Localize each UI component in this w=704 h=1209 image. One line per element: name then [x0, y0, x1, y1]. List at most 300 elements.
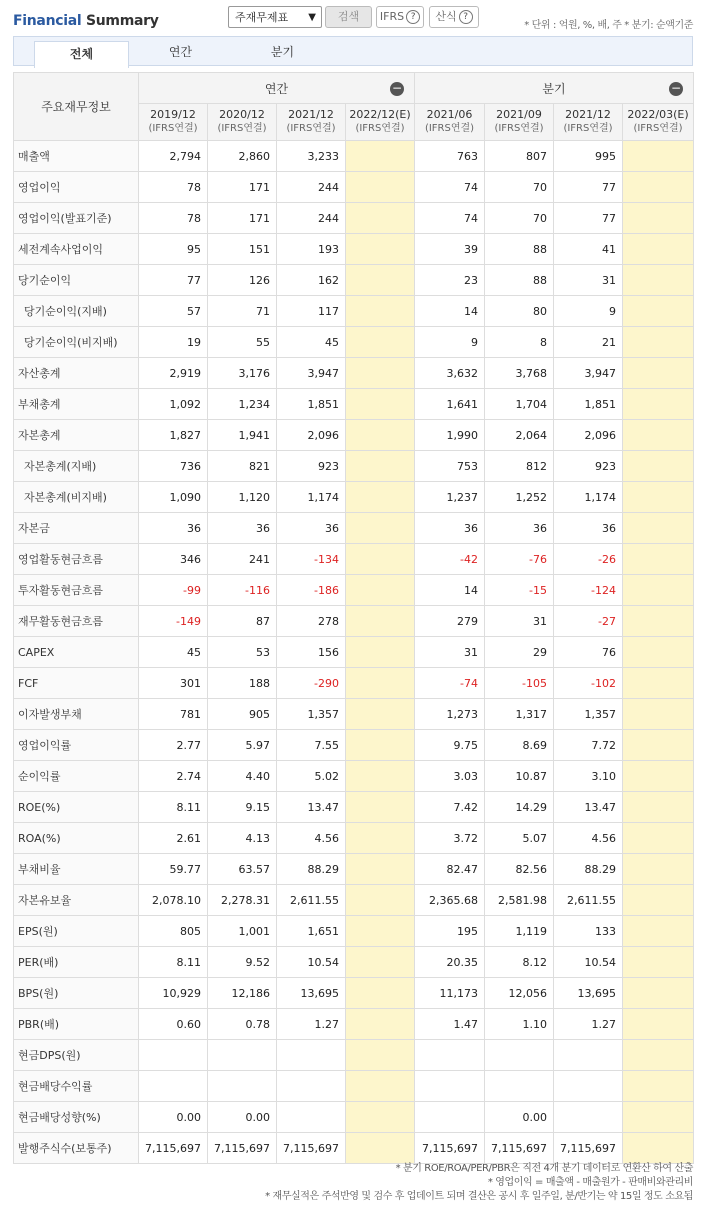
column-header: [415, 104, 485, 141]
table-cell: 805: [139, 916, 208, 947]
table-cell: 71: [208, 296, 277, 327]
table-cell: 36: [277, 513, 346, 544]
table-cell: 1.47: [415, 1009, 485, 1040]
table-cell: 2,365.68: [415, 885, 485, 916]
table-row: [14, 1071, 694, 1102]
help-icon: ?: [459, 10, 473, 24]
table-row: [14, 668, 694, 699]
column-period: 2021/12: [565, 108, 611, 121]
table-cell: 1,237: [415, 482, 485, 513]
table-cell: 1,990: [415, 420, 485, 451]
table-cell: 1,941: [208, 420, 277, 451]
table-cell: [623, 885, 694, 916]
table-cell: [208, 1040, 277, 1071]
row-label: 부채총계: [14, 389, 139, 420]
column-basis: (IFRS연결): [355, 123, 405, 134]
table-cell: [623, 1102, 694, 1133]
column-header: [139, 104, 208, 141]
table-cell: 11,173: [415, 978, 485, 1009]
row-label: 세전계속사업이익: [14, 234, 139, 265]
table-cell: 2,064: [485, 420, 554, 451]
tab-quarter[interactable]: 분기: [270, 45, 295, 59]
table-cell: 2,096: [277, 420, 346, 451]
table-cell: 1,704: [485, 389, 554, 420]
table-cell: [346, 730, 415, 761]
table-cell: [623, 420, 694, 451]
table-cell: [485, 1071, 554, 1102]
table-cell: [346, 1071, 415, 1102]
table-cell: 76: [554, 637, 623, 668]
table-row: [14, 203, 694, 234]
table-cell: 9: [415, 327, 485, 358]
row-label: 당기순이익(비지배): [14, 327, 139, 358]
table-cell: [623, 978, 694, 1009]
table-cell: 0.00: [139, 1102, 208, 1133]
table-cell: 4.40: [208, 761, 277, 792]
table-cell: 3.72: [415, 823, 485, 854]
row-label: 자산총계: [14, 358, 139, 389]
table-cell: 2,096: [554, 420, 623, 451]
table-cell: -27: [554, 606, 623, 637]
table-row: [14, 172, 694, 203]
table-cell: [623, 761, 694, 792]
table-row: [14, 1102, 694, 1133]
table-cell: 88.29: [554, 854, 623, 885]
table-cell: 1,357: [554, 699, 623, 730]
table-cell: 1,174: [277, 482, 346, 513]
table-cell: 133: [554, 916, 623, 947]
row-label: ROA(%): [14, 823, 139, 854]
table-cell: 59.77: [139, 854, 208, 885]
column-header: [208, 104, 277, 141]
table-cell: 31: [415, 637, 485, 668]
table-cell: [623, 606, 694, 637]
table-cell: 13.47: [554, 792, 623, 823]
table-row: [14, 482, 694, 513]
row-label: EPS(원): [14, 916, 139, 947]
table-cell: [346, 668, 415, 699]
table-cell: 8.11: [139, 792, 208, 823]
row-label: 영업이익(발표기준): [14, 203, 139, 234]
table-cell: 31: [554, 265, 623, 296]
column-basis: (IFRS연결): [633, 123, 683, 134]
row-label: 자본총계: [14, 420, 139, 451]
table-cell: 763: [415, 141, 485, 172]
table-cell: [346, 234, 415, 265]
table-cell: 301: [139, 668, 208, 699]
table-cell: [346, 203, 415, 234]
table-cell: [346, 761, 415, 792]
statement-type-select[interactable]: [228, 6, 322, 28]
table-cell: 12,056: [485, 978, 554, 1009]
table-cell: 7.72: [554, 730, 623, 761]
table-cell: [415, 1040, 485, 1071]
table-cell: 244: [277, 203, 346, 234]
table-cell: [623, 451, 694, 482]
period-tabs: [13, 36, 693, 66]
table-cell: 74: [415, 203, 485, 234]
table-cell: [554, 1102, 623, 1133]
table-cell: 14.29: [485, 792, 554, 823]
row-label: 이자발생부채: [14, 699, 139, 730]
table-cell: 0.00: [208, 1102, 277, 1133]
table-cell: -134: [277, 544, 346, 575]
table-row: [14, 234, 694, 265]
row-label: 당기순이익: [14, 265, 139, 296]
table-cell: -116: [208, 575, 277, 606]
table-row: [14, 513, 694, 544]
table-cell: 8: [485, 327, 554, 358]
table-cell: 1,851: [277, 389, 346, 420]
row-label: 재무활동현금흐름: [14, 606, 139, 637]
table-row: [14, 1133, 694, 1164]
table-cell: [623, 575, 694, 606]
table-cell: 36: [208, 513, 277, 544]
table-cell: [277, 1071, 346, 1102]
row-label: 당기순이익(지배): [14, 296, 139, 327]
table-cell: [346, 606, 415, 637]
table-cell: 70: [485, 172, 554, 203]
table-row: [14, 544, 694, 575]
table-cell: 9.15: [208, 792, 277, 823]
table-cell: 8.11: [139, 947, 208, 978]
table-cell: [346, 978, 415, 1009]
ifrs-help-button[interactable]: [376, 6, 424, 28]
table-cell: 45: [139, 637, 208, 668]
table-cell: [623, 792, 694, 823]
table-cell: 80: [485, 296, 554, 327]
table-cell: 346: [139, 544, 208, 575]
table-cell: -102: [554, 668, 623, 699]
table-cell: 1,119: [485, 916, 554, 947]
column-period: 2021/09: [496, 108, 542, 121]
table-cell: 126: [208, 265, 277, 296]
table-row: [14, 699, 694, 730]
table-cell: 45: [277, 327, 346, 358]
table-cell: 9.75: [415, 730, 485, 761]
collapse-annual-icon[interactable]: −: [391, 81, 403, 95]
table-cell: -105: [485, 668, 554, 699]
table-cell: 1,827: [139, 420, 208, 451]
table-cell: 905: [208, 699, 277, 730]
table-row: [14, 916, 694, 947]
table-cell: [346, 916, 415, 947]
table-cell: 70: [485, 203, 554, 234]
table-cell: [277, 1040, 346, 1071]
table-cell: [346, 296, 415, 327]
table-cell: 171: [208, 203, 277, 234]
table-cell: 95: [139, 234, 208, 265]
table-cell: 7,115,697: [485, 1133, 554, 1164]
column-basis: (IFRS연결): [286, 123, 336, 134]
table-cell: [346, 358, 415, 389]
table-cell: 923: [554, 451, 623, 482]
table-cell: 156: [277, 637, 346, 668]
table-cell: [623, 1040, 694, 1071]
table-row: [14, 451, 694, 482]
quarter-group-label: 분기: [542, 81, 566, 96]
table-cell: 13.47: [277, 792, 346, 823]
table-cell: [623, 1133, 694, 1164]
table-row: [14, 761, 694, 792]
table-cell: 2,078.10: [139, 885, 208, 916]
annual-group-label: 연간: [264, 81, 289, 96]
table-cell: -149: [139, 606, 208, 637]
table-cell: 2,611.55: [277, 885, 346, 916]
row-label: 자본총계(지배): [14, 451, 139, 482]
row-label: 순이익률: [14, 761, 139, 792]
table-cell: 78: [139, 203, 208, 234]
table-cell: [346, 513, 415, 544]
table-cell: 2.61: [139, 823, 208, 854]
table-cell: 82.47: [415, 854, 485, 885]
table-cell: 10,929: [139, 978, 208, 1009]
tab-annual[interactable]: 연간: [168, 45, 193, 59]
table-cell: 736: [139, 451, 208, 482]
table-cell: 241: [208, 544, 277, 575]
table-cell: 82.56: [485, 854, 554, 885]
table-cell: [623, 513, 694, 544]
table-cell: 3,768: [485, 358, 554, 389]
table-cell: 1,234: [208, 389, 277, 420]
table-cell: 7.55: [277, 730, 346, 761]
table-cell: 2.77: [139, 730, 208, 761]
table-cell: 2,919: [139, 358, 208, 389]
table-cell: 5.07: [485, 823, 554, 854]
annual-group-header: [139, 73, 415, 104]
column-header: [346, 104, 415, 141]
row-label: 발행주식수(보통주): [14, 1133, 139, 1164]
table-cell: 3,233: [277, 141, 346, 172]
table-cell: 1.10: [485, 1009, 554, 1040]
table-row: [14, 637, 694, 668]
table-cell: 1,317: [485, 699, 554, 730]
table-cell: 821: [208, 451, 277, 482]
table-cell: 10.54: [554, 947, 623, 978]
table-cell: [346, 854, 415, 885]
table-cell: [623, 637, 694, 668]
table-cell: 278: [277, 606, 346, 637]
table-cell: [346, 544, 415, 575]
table-cell: 7,115,697: [554, 1133, 623, 1164]
column-period: 2020/12: [219, 108, 265, 121]
column-header: [554, 104, 623, 141]
table-cell: 812: [485, 451, 554, 482]
table-cell: [346, 823, 415, 854]
table-cell: 3,947: [277, 358, 346, 389]
table-cell: 7,115,697: [415, 1133, 485, 1164]
table-row: [14, 978, 694, 1009]
tab-all[interactable]: 전체: [34, 41, 129, 68]
table-cell: 87: [208, 606, 277, 637]
table-cell: 7,115,697: [139, 1133, 208, 1164]
table-row: [14, 823, 694, 854]
financial-summary-table: [13, 72, 694, 1164]
table-cell: 3,947: [554, 358, 623, 389]
table-cell: [346, 482, 415, 513]
table-cell: 55: [208, 327, 277, 358]
table-row: [14, 141, 694, 172]
table-cell: 151: [208, 234, 277, 265]
table-cell: 3,176: [208, 358, 277, 389]
row-label: ROE(%): [14, 792, 139, 823]
table-cell: 12,186: [208, 978, 277, 1009]
table-cell: 781: [139, 699, 208, 730]
table-cell: 2,794: [139, 141, 208, 172]
row-label: 현금배당성향(%): [14, 1102, 139, 1133]
table-cell: [623, 916, 694, 947]
table-cell: 1,273: [415, 699, 485, 730]
page-title: [13, 13, 159, 29]
row-label: 영업활동현금흐름: [14, 544, 139, 575]
table-cell: [623, 141, 694, 172]
title-financial: Financial: [13, 13, 82, 29]
title-summary: Summary: [85, 13, 159, 29]
table-cell: 7,115,697: [208, 1133, 277, 1164]
table-cell: 77: [554, 203, 623, 234]
ifrs-label: IFRS: [379, 10, 405, 23]
table-cell: 23: [415, 265, 485, 296]
table-cell: 244: [277, 172, 346, 203]
table-cell: 279: [415, 606, 485, 637]
table-cell: 88.29: [277, 854, 346, 885]
table-cell: 7.42: [415, 792, 485, 823]
table-cell: 88: [485, 265, 554, 296]
table-cell: 1.27: [554, 1009, 623, 1040]
search-button[interactable]: 검색: [325, 6, 372, 28]
row-label: PBR(배): [14, 1009, 139, 1040]
table-row: [14, 730, 694, 761]
table-cell: [346, 1102, 415, 1133]
table-cell: 57: [139, 296, 208, 327]
table-cell: 188: [208, 668, 277, 699]
table-cell: 117: [277, 296, 346, 327]
table-row: [14, 606, 694, 637]
column-period: 2021/12: [288, 108, 334, 121]
column-basis: (IFRS연결): [563, 123, 613, 134]
table-cell: [623, 947, 694, 978]
table-cell: [623, 203, 694, 234]
table-cell: 36: [139, 513, 208, 544]
formula-label: 산식: [435, 10, 457, 23]
table-cell: [623, 668, 694, 699]
table-cell: 0.78: [208, 1009, 277, 1040]
table-row: [14, 1040, 694, 1071]
table-cell: -76: [485, 544, 554, 575]
help-icon: ?: [406, 10, 420, 24]
table-cell: [346, 885, 415, 916]
table-cell: 5.97: [208, 730, 277, 761]
table-row: [14, 885, 694, 916]
table-cell: 13,695: [554, 978, 623, 1009]
table-cell: [485, 1040, 554, 1071]
top-bar: [0, 0, 704, 36]
table-cell: [623, 327, 694, 358]
table-cell: [554, 1071, 623, 1102]
chevron-down-icon: ▼: [308, 12, 316, 23]
table-cell: 1,001: [208, 916, 277, 947]
table-cell: [623, 544, 694, 575]
table-cell: [623, 1071, 694, 1102]
table-cell: [623, 265, 694, 296]
table-cell: 3.03: [415, 761, 485, 792]
table-cell: 3.10: [554, 761, 623, 792]
table-cell: 0.00: [485, 1102, 554, 1133]
table-cell: 4.56: [554, 823, 623, 854]
table-cell: [346, 637, 415, 668]
table-cell: -26: [554, 544, 623, 575]
table-cell: 753: [415, 451, 485, 482]
table-cell: 1,120: [208, 482, 277, 513]
table-cell: 41: [554, 234, 623, 265]
row-label: 자본유보율: [14, 885, 139, 916]
column-basis: (IFRS연결): [494, 123, 544, 134]
column-period: 2022/03(E): [627, 108, 689, 121]
table-cell: [346, 792, 415, 823]
column-period: 2021/06: [426, 108, 473, 121]
footnote-3: * 재무실적은 주석반영 및 검수 후 업데이트 되며 결산은 공시 후 일주일, 분/반기는 약 15일 정도 소요됨: [265, 1191, 693, 1202]
table-cell: 5.02: [277, 761, 346, 792]
column-basis: (IFRS연결): [424, 123, 475, 134]
table-row: [14, 389, 694, 420]
table-cell: -124: [554, 575, 623, 606]
table-cell: -42: [415, 544, 485, 575]
row-label: 자본총계(비지배): [14, 482, 139, 513]
column-period: 2022/12(E): [349, 108, 411, 121]
table-row: [14, 575, 694, 606]
footnote-2: * 영업이익 = 매출액 - 매출원가 - 판매비와관리비: [487, 1177, 693, 1188]
table-cell: [139, 1040, 208, 1071]
table-cell: 3,632: [415, 358, 485, 389]
row-label: CAPEX: [14, 637, 139, 668]
table-cell: 10.87: [485, 761, 554, 792]
footnotes: [265, 1162, 693, 1204]
table-cell: 8.69: [485, 730, 554, 761]
table-row: [14, 265, 694, 296]
table-cell: [346, 389, 415, 420]
table-cell: 77: [139, 265, 208, 296]
row-label: 투자활동현금흐름: [14, 575, 139, 606]
table-cell: 162: [277, 265, 346, 296]
collapse-quarter-icon[interactable]: −: [670, 81, 682, 95]
table-cell: 36: [554, 513, 623, 544]
table-cell: [346, 451, 415, 482]
table-cell: [346, 265, 415, 296]
table-row: [14, 947, 694, 978]
table-cell: [623, 1009, 694, 1040]
row-label: BPS(원): [14, 978, 139, 1009]
table-cell: 63.57: [208, 854, 277, 885]
table-row: [14, 296, 694, 327]
row-label: FCF: [14, 668, 139, 699]
column-basis: (IFRS연결): [148, 123, 198, 134]
table-cell: -99: [139, 575, 208, 606]
unit-note: * 단위 : 억원, %, 배, 주 * 분기: 순액기준: [524, 20, 693, 31]
formula-help-button[interactable]: [429, 6, 479, 28]
table-cell: -290: [277, 668, 346, 699]
table-cell: 36: [415, 513, 485, 544]
table-cell: 195: [415, 916, 485, 947]
table-cell: 2,278.31: [208, 885, 277, 916]
table-cell: 4.56: [277, 823, 346, 854]
table-cell: [623, 482, 694, 513]
row-label: PER(배): [14, 947, 139, 978]
table-cell: [346, 1040, 415, 1071]
table-cell: [623, 730, 694, 761]
table-cell: 29: [485, 637, 554, 668]
table-cell: 8.12: [485, 947, 554, 978]
row-label: 현금DPS(원): [14, 1040, 139, 1071]
